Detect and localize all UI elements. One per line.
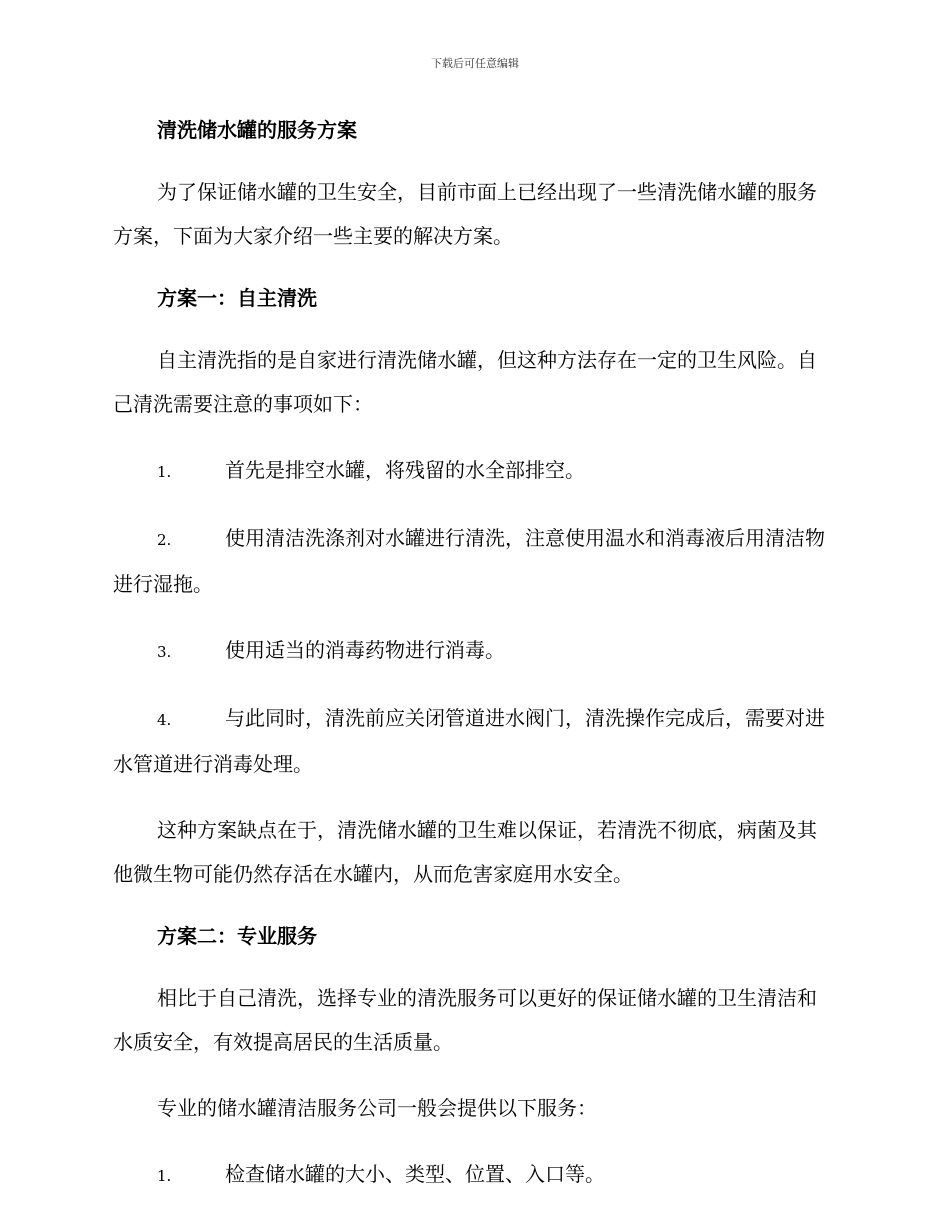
- plan1-heading: 方案一：自主清洗: [157, 286, 317, 310]
- list-item: [113, 628, 835, 674]
- list-item: [113, 696, 835, 786]
- list-number: 1.: [157, 1167, 172, 1185]
- list-text: 检查储水罐的大小、类型、位置、入口等。: [225, 1162, 605, 1186]
- intro-paragraph: 为了保证储水罐的卫生安全，目前市面上已经出现了一些清洗储水罐的服务方案，下面为大家介绍一些主要的解决方案。: [113, 180, 817, 248]
- list-number: 2.: [157, 531, 172, 549]
- list-item: [113, 516, 835, 606]
- list-text: 使用适当的消毒药物进行消毒。: [225, 638, 505, 662]
- list-item: [113, 1152, 835, 1198]
- header-note: 下载后可任意编辑: [431, 57, 519, 70]
- document-title: 清洗储水罐的服务方案: [157, 118, 357, 142]
- list-text: 与此同时，清洗前应关闭管道进水阀门，清洗操作完成后，需要对进水管道进行消毒处理。: [113, 706, 825, 776]
- list-number: 4.: [157, 711, 172, 729]
- plan1-drawback: 这种方案缺点在于，清洗储水罐的卫生难以保证，若清洗不彻底，病菌及其他微生物可能仍然存活在水罐内，从而危害家庭用水安全。: [113, 818, 817, 886]
- list-number: 3.: [157, 643, 172, 661]
- plan1-description: 自主清洗指的是自家进行清洗储水罐，但这种方法存在一定的卫生风险。自己清洗需要注意的事项如下：: [113, 348, 817, 416]
- list-number: 1.: [157, 463, 172, 481]
- list-text: 使用清洁洗涤剂对水罐进行清洗，注意使用温水和消毒液后用清洁物进行湿拖。: [113, 526, 825, 596]
- plan2-services-intro: 专业的储水罐清洁服务公司一般会提供以下服务：: [157, 1096, 597, 1120]
- list-text: 首先是排空水罐，将残留的水全部排空。: [225, 458, 585, 482]
- list-item: [113, 448, 835, 494]
- plan2-heading: 方案二：专业服务: [157, 924, 317, 948]
- document-body: [113, 112, 835, 1220]
- plan2-description: 相比于自己清洗，选择专业的清洗服务可以更好的保证储水罐的卫生清洁和水质安全，有效提高居民的生活质量。: [113, 986, 817, 1054]
